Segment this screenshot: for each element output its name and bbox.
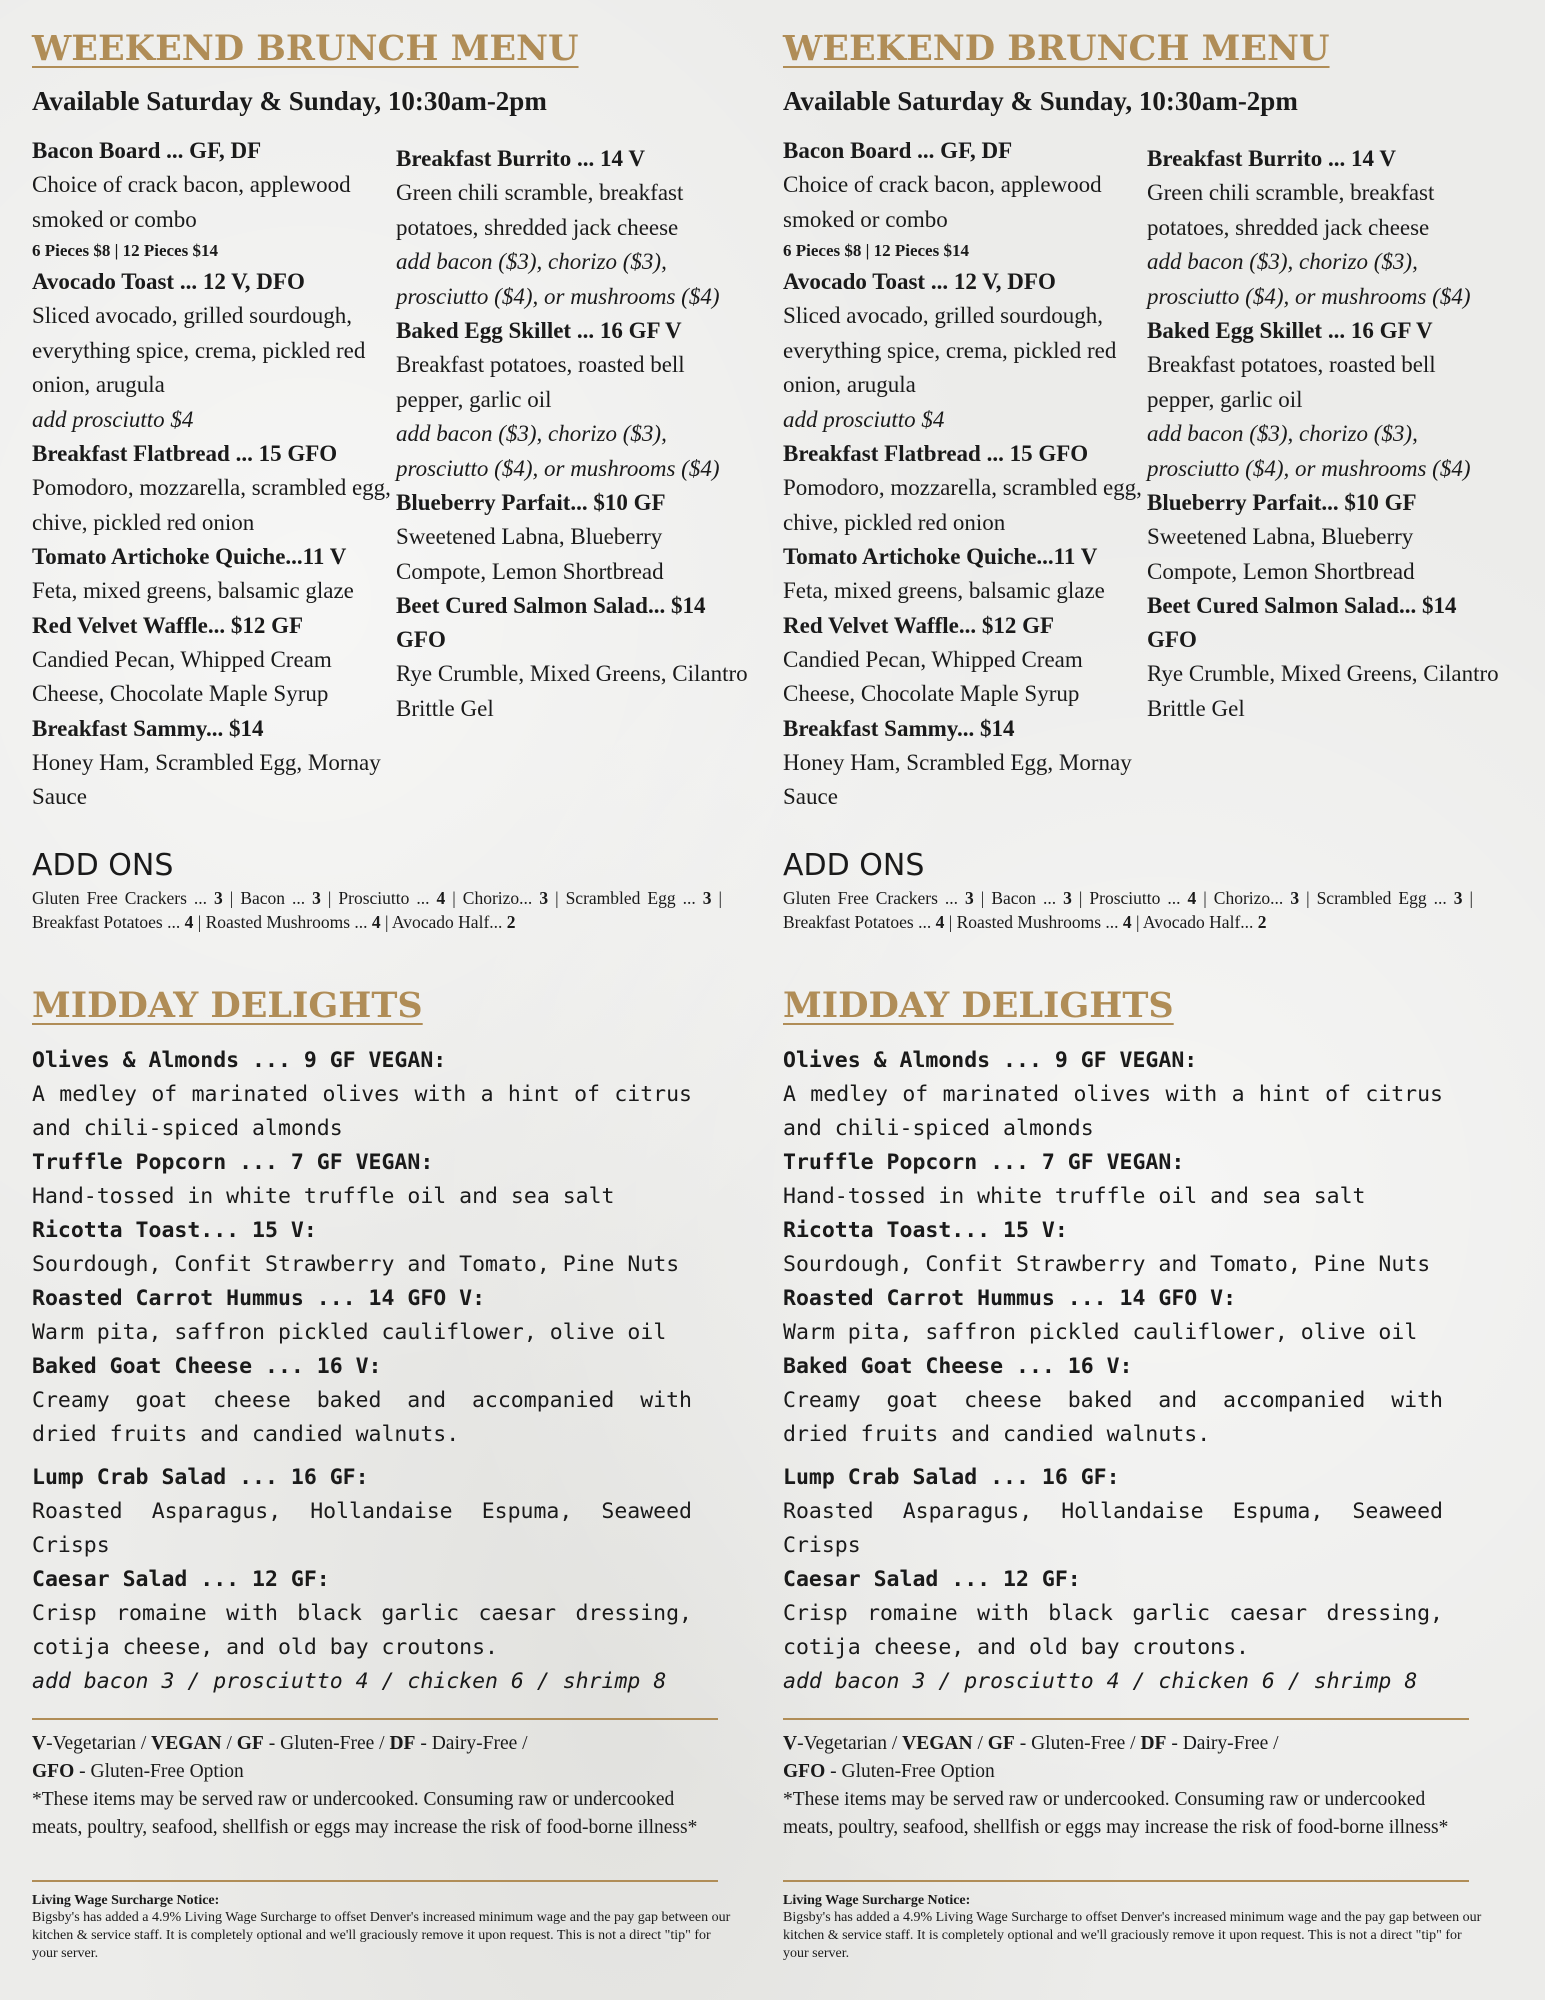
addon-separator: | (1299, 888, 1317, 908)
midday-title: MIDDAY DELIGHTS (32, 985, 423, 1026)
midday-item-name: Ricotta Toast... 15 V: (32, 1218, 317, 1243)
midday-item-description: Crisp romaine with black garlic caesar dressing, cotija cheese, and old bay croutons. (783, 1601, 1443, 1660)
brunch-column-right (1147, 142, 1507, 726)
spacer (32, 1452, 692, 1461)
midday-item-name: Baked Goat Cheese ... 16 V: (32, 1354, 382, 1379)
menu-item-name: Tomato Artichoke Quiche...11 V (783, 544, 1098, 569)
addon-price: 3 (1453, 888, 1463, 908)
menu-item-name: Tomato Artichoke Quiche...11 V (32, 544, 347, 569)
legend-sep: / (972, 1733, 988, 1754)
midday-item-name: Lump Crab Salad ... 16 GF: (783, 1465, 1120, 1490)
addon-separator: | (445, 888, 463, 908)
addon-name: Bacon ... (991, 888, 1064, 908)
legend-df-code: DF (389, 1733, 416, 1754)
divider-rule (783, 1718, 1469, 1720)
addon-name: Chorizo... (462, 888, 540, 908)
addon-price: 4 (184, 912, 194, 932)
spacer (783, 1452, 1443, 1461)
menu-item-description: Choice of crack bacon, applewood smoked or combo (32, 172, 351, 232)
midday-item-description: Warm pita, saffron pickled cauliflower, olive oil (32, 1320, 667, 1345)
addon-name: Bacon ... (240, 888, 313, 908)
legend-v-code: V (783, 1733, 798, 1754)
menu-item-name: Bacon Board ... GF, DF (783, 138, 1013, 163)
addon-price: 3 (965, 888, 974, 908)
brunch-column-left (32, 134, 392, 815)
midday-title: MIDDAY DELIGHTS (783, 985, 1174, 1026)
legend-df-text: - Dairy-Free / (1166, 1733, 1279, 1754)
midday-item-description: A medley of marinated olives with a hint of citrus and chili-spiced almonds (783, 1082, 1443, 1141)
legend-v-code: V (32, 1733, 47, 1754)
legend-df-text: - Dairy-Free / (415, 1733, 528, 1754)
legend-df-code: DF (1140, 1733, 1167, 1754)
midday-item-name: Olives & Almonds ... 9 GF VEGAN: (783, 1048, 1198, 1073)
legend-gfo-text: - Gluten-Free Option (825, 1761, 995, 1782)
addon-separator: | (1462, 888, 1473, 908)
menu-item-name: Breakfast Flatbread ... 15 GFO (783, 441, 1089, 466)
surcharge-notice-text: Bigsby's has added a 4.9% Living Wage Surcharge to offset Denver's increased minimum wage and the pay gap between our kitchen & service staff. It is completely optional and we'll graciously remove it upon request. This is not a direct "tip" for your server. (32, 1910, 731, 1961)
midday-item-name: Roasted Carrot Hummus ... 14 GFO V: (32, 1286, 486, 1311)
divider-rule (783, 1880, 1469, 1882)
midday-item-name: Lump Crab Salad ... 16 GF: (32, 1465, 369, 1490)
menu-item-name: Breakfast Burrito ... 14 V (396, 146, 645, 171)
brunch-title: WEEKEND BRUNCH MENU (783, 28, 1330, 69)
addon-name: Roasted Mushrooms ... (956, 912, 1123, 932)
menu-item-description: Sweetened Labna, Blueberry Compote, Lemon Shortbread (1147, 524, 1415, 584)
midday-item-name: Baked Goat Cheese ... 16 V: (783, 1354, 1133, 1379)
addon-separator: | (944, 912, 957, 932)
menu-panel-right (783, 0, 1523, 2000)
midday-item-name: Caesar Salad ... 12 GF: (32, 1567, 330, 1592)
menu-item-description: Honey Ham, Scrambled Egg, Mornay Sauce (32, 749, 381, 809)
addon-separator: | (711, 888, 722, 908)
brunch-title: WEEKEND BRUNCH MENU (32, 28, 579, 69)
menu-item-addon: add prosciutto $4 (783, 406, 945, 432)
menu-item-description: Pomodoro, mozzarella, scrambled egg, chive, pickled red onion (32, 475, 391, 535)
menu-item-name: Red Velvet Waffle... $12 GF (783, 612, 1055, 638)
legend-sep: / (221, 1733, 237, 1754)
menu-item-description: Feta, mixed greens, balsamic glaze (32, 578, 354, 603)
legend-gf-code: GF (987, 1733, 1015, 1754)
addon-price: 2 (506, 912, 516, 932)
addons-list (32, 886, 722, 934)
menu-item-name: Beet Cured Salmon Salad... $14 GFO (1147, 593, 1457, 652)
menu-item-description: Breakfast potatoes, roasted bell pepper, garlic oil (1147, 352, 1436, 412)
addon-price: 4 (436, 888, 446, 908)
midday-item-addon: add bacon 3 / prosciutto 4 / chicken 6 / shrimp 8 (783, 1669, 1418, 1694)
legend-v-text: -Vegetarian / (797, 1733, 903, 1754)
addon-separator: | (193, 912, 206, 932)
menu-item-description: Pomodoro, mozzarella, scrambled egg, chive, pickled red onion (783, 475, 1142, 535)
addon-price: 4 (1122, 912, 1132, 932)
addon-price: 4 (935, 912, 945, 932)
menu-item-name: Breakfast Flatbread ... 15 GFO (32, 441, 338, 466)
menu-item-name: Breakfast Sammy... $14 (783, 715, 1015, 741)
addon-separator: | (320, 888, 339, 908)
raw-food-warning: *These items may be served raw or undercooked. Consuming raw or undercooked meats, poultry, seafood, shellfish or eggs may increase the risk of food-borne illness* (32, 1789, 698, 1838)
addon-name: Chorizo... (1213, 888, 1291, 908)
addon-price: 3 (1063, 888, 1072, 908)
addon-name: Prosciutto ... (338, 888, 437, 908)
addon-name: Avocado Half... (391, 912, 507, 932)
surcharge-notice-title: Living Wage Surcharge Notice: (32, 1893, 220, 1908)
menu-item-description: Green chili scramble, breakfast potatoes, shredded jack cheese (1147, 180, 1435, 240)
menu-item-description: Choice of crack bacon, applewood smoked or combo (783, 172, 1102, 232)
midday-item-description: Hand-tossed in white truffle oil and sea salt (783, 1184, 1366, 1209)
addons-title: ADD ONS (783, 848, 925, 883)
menu-item-description: Sweetened Labna, Blueberry Compote, Lemon Shortbread (396, 524, 664, 584)
addon-name: Gluten Free Crackers ... (32, 888, 215, 908)
midday-item-name: Truffle Popcorn ... 7 GF VEGAN: (783, 1150, 1185, 1175)
menu-item-description: Candied Pecan, Whipped Cream Cheese, Chocolate Maple Syrup (32, 646, 332, 706)
addon-separator: | (380, 912, 392, 932)
brunch-column-left (783, 134, 1143, 815)
midday-item-description: Roasted Asparagus, Hollandaise Espuma, Seaweed Crisps (783, 1499, 1443, 1558)
menu-item-addon: add bacon ($3), chorizo ($3), prosciutto ($4), or mushrooms ($4) (396, 249, 720, 309)
addon-separator: | (222, 888, 241, 908)
midday-item-description: Creamy goat cheese baked and accompanied with dried fruits and candied walnuts. (32, 1388, 692, 1447)
midday-item-name: Caesar Salad ... 12 GF: (783, 1567, 1081, 1592)
midday-item-name: Truffle Popcorn ... 7 GF VEGAN: (32, 1150, 434, 1175)
addon-separator: | (1196, 888, 1214, 908)
divider-rule (32, 1880, 718, 1882)
menu-item-name: Breakfast Sammy... $14 (32, 715, 264, 741)
midday-item-name: Olives & Almonds ... 9 GF VEGAN: (32, 1048, 447, 1073)
menu-item-price: 6 Pieces $8 | 12 Pieces $14 (32, 241, 218, 260)
menu-item-description: Candied Pecan, Whipped Cream Cheese, Chocolate Maple Syrup (783, 646, 1083, 706)
menu-item-addon: add bacon ($3), chorizo ($3), prosciutto ($4), or mushrooms ($4) (1147, 249, 1471, 309)
addon-price: 4 (371, 912, 381, 932)
brunch-availability: Available Saturday & Sunday, 10:30am-2pm (32, 86, 547, 116)
addon-price: 3 (1290, 888, 1300, 908)
brunch-column-right (396, 142, 756, 726)
legend-vegan-code: VEGAN (151, 1733, 222, 1754)
addon-name: Avocado Half... (1142, 912, 1258, 932)
menu-item-description: Sliced avocado, grilled sourdough, everything spice, crema, pickled red onion, arugula (783, 303, 1117, 397)
legend-vegan-code: VEGAN (902, 1733, 973, 1754)
menu-item-addon: add bacon ($3), chorizo ($3), prosciutto ($4), or mushrooms ($4) (1147, 421, 1471, 481)
addons-title: ADD ONS (32, 848, 174, 883)
raw-food-warning: *These items may be served raw or undercooked. Consuming raw or undercooked meats, poultry, seafood, shellfish or eggs may increase the risk of food-borne illness* (783, 1789, 1449, 1838)
menu-item-name: Avocado Toast ... 12 V, DFO (783, 269, 1056, 294)
addons-list (783, 886, 1473, 934)
midday-item-description: A medley of marinated olives with a hint of citrus and chili-spiced almonds (32, 1082, 692, 1141)
legend-v-text: -Vegetarian / (46, 1733, 152, 1754)
brunch-availability: Available Saturday & Sunday, 10:30am-2pm (783, 86, 1298, 116)
menu-item-name: Red Velvet Waffle... $12 GF (32, 612, 304, 638)
menu-item-description: Sliced avocado, grilled sourdough, everything spice, crema, pickled red onion, arugula (32, 303, 366, 397)
addon-price: 3 (214, 888, 223, 908)
midday-item-description: Sourdough, Confit Strawberry and Tomato, Pine Nuts (32, 1252, 680, 1277)
dietary-legend (32, 1730, 722, 1842)
addon-separator: | (1071, 888, 1090, 908)
midday-list (32, 1044, 692, 1699)
menu-item-price: 6 Pieces $8 | 12 Pieces $14 (783, 241, 969, 260)
midday-item-description: Sourdough, Confit Strawberry and Tomato, Pine Nuts (783, 1252, 1431, 1277)
menu-item-name: Beet Cured Salmon Salad... $14 GFO (396, 593, 706, 652)
midday-item-description: Warm pita, saffron pickled cauliflower, olive oil (783, 1320, 1418, 1345)
surcharge-notice-text: Bigsby's has added a 4.9% Living Wage Surcharge to offset Denver's increased minimum wage and the pay gap between our kitchen & service staff. It is completely optional and we'll graciously remove it upon request. This is not a direct "tip" for your server. (783, 1910, 1482, 1961)
menu-item-name: Bacon Board ... GF, DF (32, 138, 262, 163)
addon-name: Scrambled Egg ... (1316, 888, 1454, 908)
menu-item-name: Baked Egg Skillet ... 16 GF V (396, 318, 682, 343)
midday-item-description: Hand-tossed in white truffle oil and sea salt (32, 1184, 615, 1209)
addon-price: 2 (1257, 912, 1267, 932)
midday-item-description: Crisp romaine with black garlic caesar dressing, cotija cheese, and old bay croutons. (32, 1601, 692, 1660)
addon-name: Gluten Free Crackers ... (783, 888, 966, 908)
dietary-legend (783, 1730, 1473, 1842)
menu-panel-left (32, 0, 772, 2000)
addon-name: Breakfast Potatoes ... (32, 912, 185, 932)
menu-item-description: Green chili scramble, breakfast potatoes, shredded jack cheese (396, 180, 684, 240)
midday-list (783, 1044, 1443, 1699)
menu-item-description: Honey Ham, Scrambled Egg, Mornay Sauce (783, 749, 1132, 809)
midday-item-name: Roasted Carrot Hummus ... 14 GFO V: (783, 1286, 1237, 1311)
legend-gfo-text: - Gluten-Free Option (74, 1761, 244, 1782)
menu-item-name: Avocado Toast ... 12 V, DFO (32, 269, 305, 294)
midday-item-addon: add bacon 3 / prosciutto 4 / chicken 6 / shrimp 8 (32, 1669, 667, 1694)
divider-rule (32, 1718, 718, 1720)
menu-item-description: Feta, mixed greens, balsamic glaze (783, 578, 1105, 603)
addon-price: 3 (702, 888, 712, 908)
addon-separator: | (548, 888, 566, 908)
addon-name: Roasted Mushrooms ... (205, 912, 372, 932)
menu-item-description: Rye Crumble, Mixed Greens, Cilantro Brittle Gel (1147, 661, 1499, 721)
menu-item-name: Breakfast Burrito ... 14 V (1147, 146, 1396, 171)
menu-item-description: Rye Crumble, Mixed Greens, Cilantro Brittle Gel (396, 661, 748, 721)
menu-item-description: Breakfast potatoes, roasted bell pepper, garlic oil (396, 352, 685, 412)
midday-item-name: Ricotta Toast... 15 V: (783, 1218, 1068, 1243)
addon-name: Breakfast Potatoes ... (783, 912, 936, 932)
legend-gfo-code: GFO (32, 1761, 75, 1782)
addon-price: 3 (312, 888, 321, 908)
legend-gf-code: GF (236, 1733, 264, 1754)
legend-gfo-code: GFO (783, 1761, 826, 1782)
addon-separator: | (973, 888, 992, 908)
menu-item-name: Blueberry Parfait... $10 GF (1147, 490, 1417, 515)
addon-price: 4 (1187, 888, 1197, 908)
addon-name: Scrambled Egg ... (565, 888, 703, 908)
midday-item-description: Creamy goat cheese baked and accompanied with dried fruits and candied walnuts. (783, 1388, 1443, 1447)
menu-item-addon: add prosciutto $4 (32, 406, 194, 432)
legend-gf-text: - Gluten-Free / (1014, 1733, 1141, 1754)
menu-item-addon: add bacon ($3), chorizo ($3), prosciutto ($4), or mushrooms ($4) (396, 421, 720, 481)
menu-item-name: Blueberry Parfait... $10 GF (396, 490, 666, 515)
addon-name: Prosciutto ... (1089, 888, 1188, 908)
surcharge-notice-title: Living Wage Surcharge Notice: (783, 1893, 971, 1908)
legend-gf-text: - Gluten-Free / (263, 1733, 390, 1754)
menu-item-name: Baked Egg Skillet ... 16 GF V (1147, 318, 1433, 343)
midday-item-description: Roasted Asparagus, Hollandaise Espuma, Seaweed Crisps (32, 1499, 692, 1558)
addon-price: 3 (539, 888, 549, 908)
addon-separator: | (1131, 912, 1143, 932)
